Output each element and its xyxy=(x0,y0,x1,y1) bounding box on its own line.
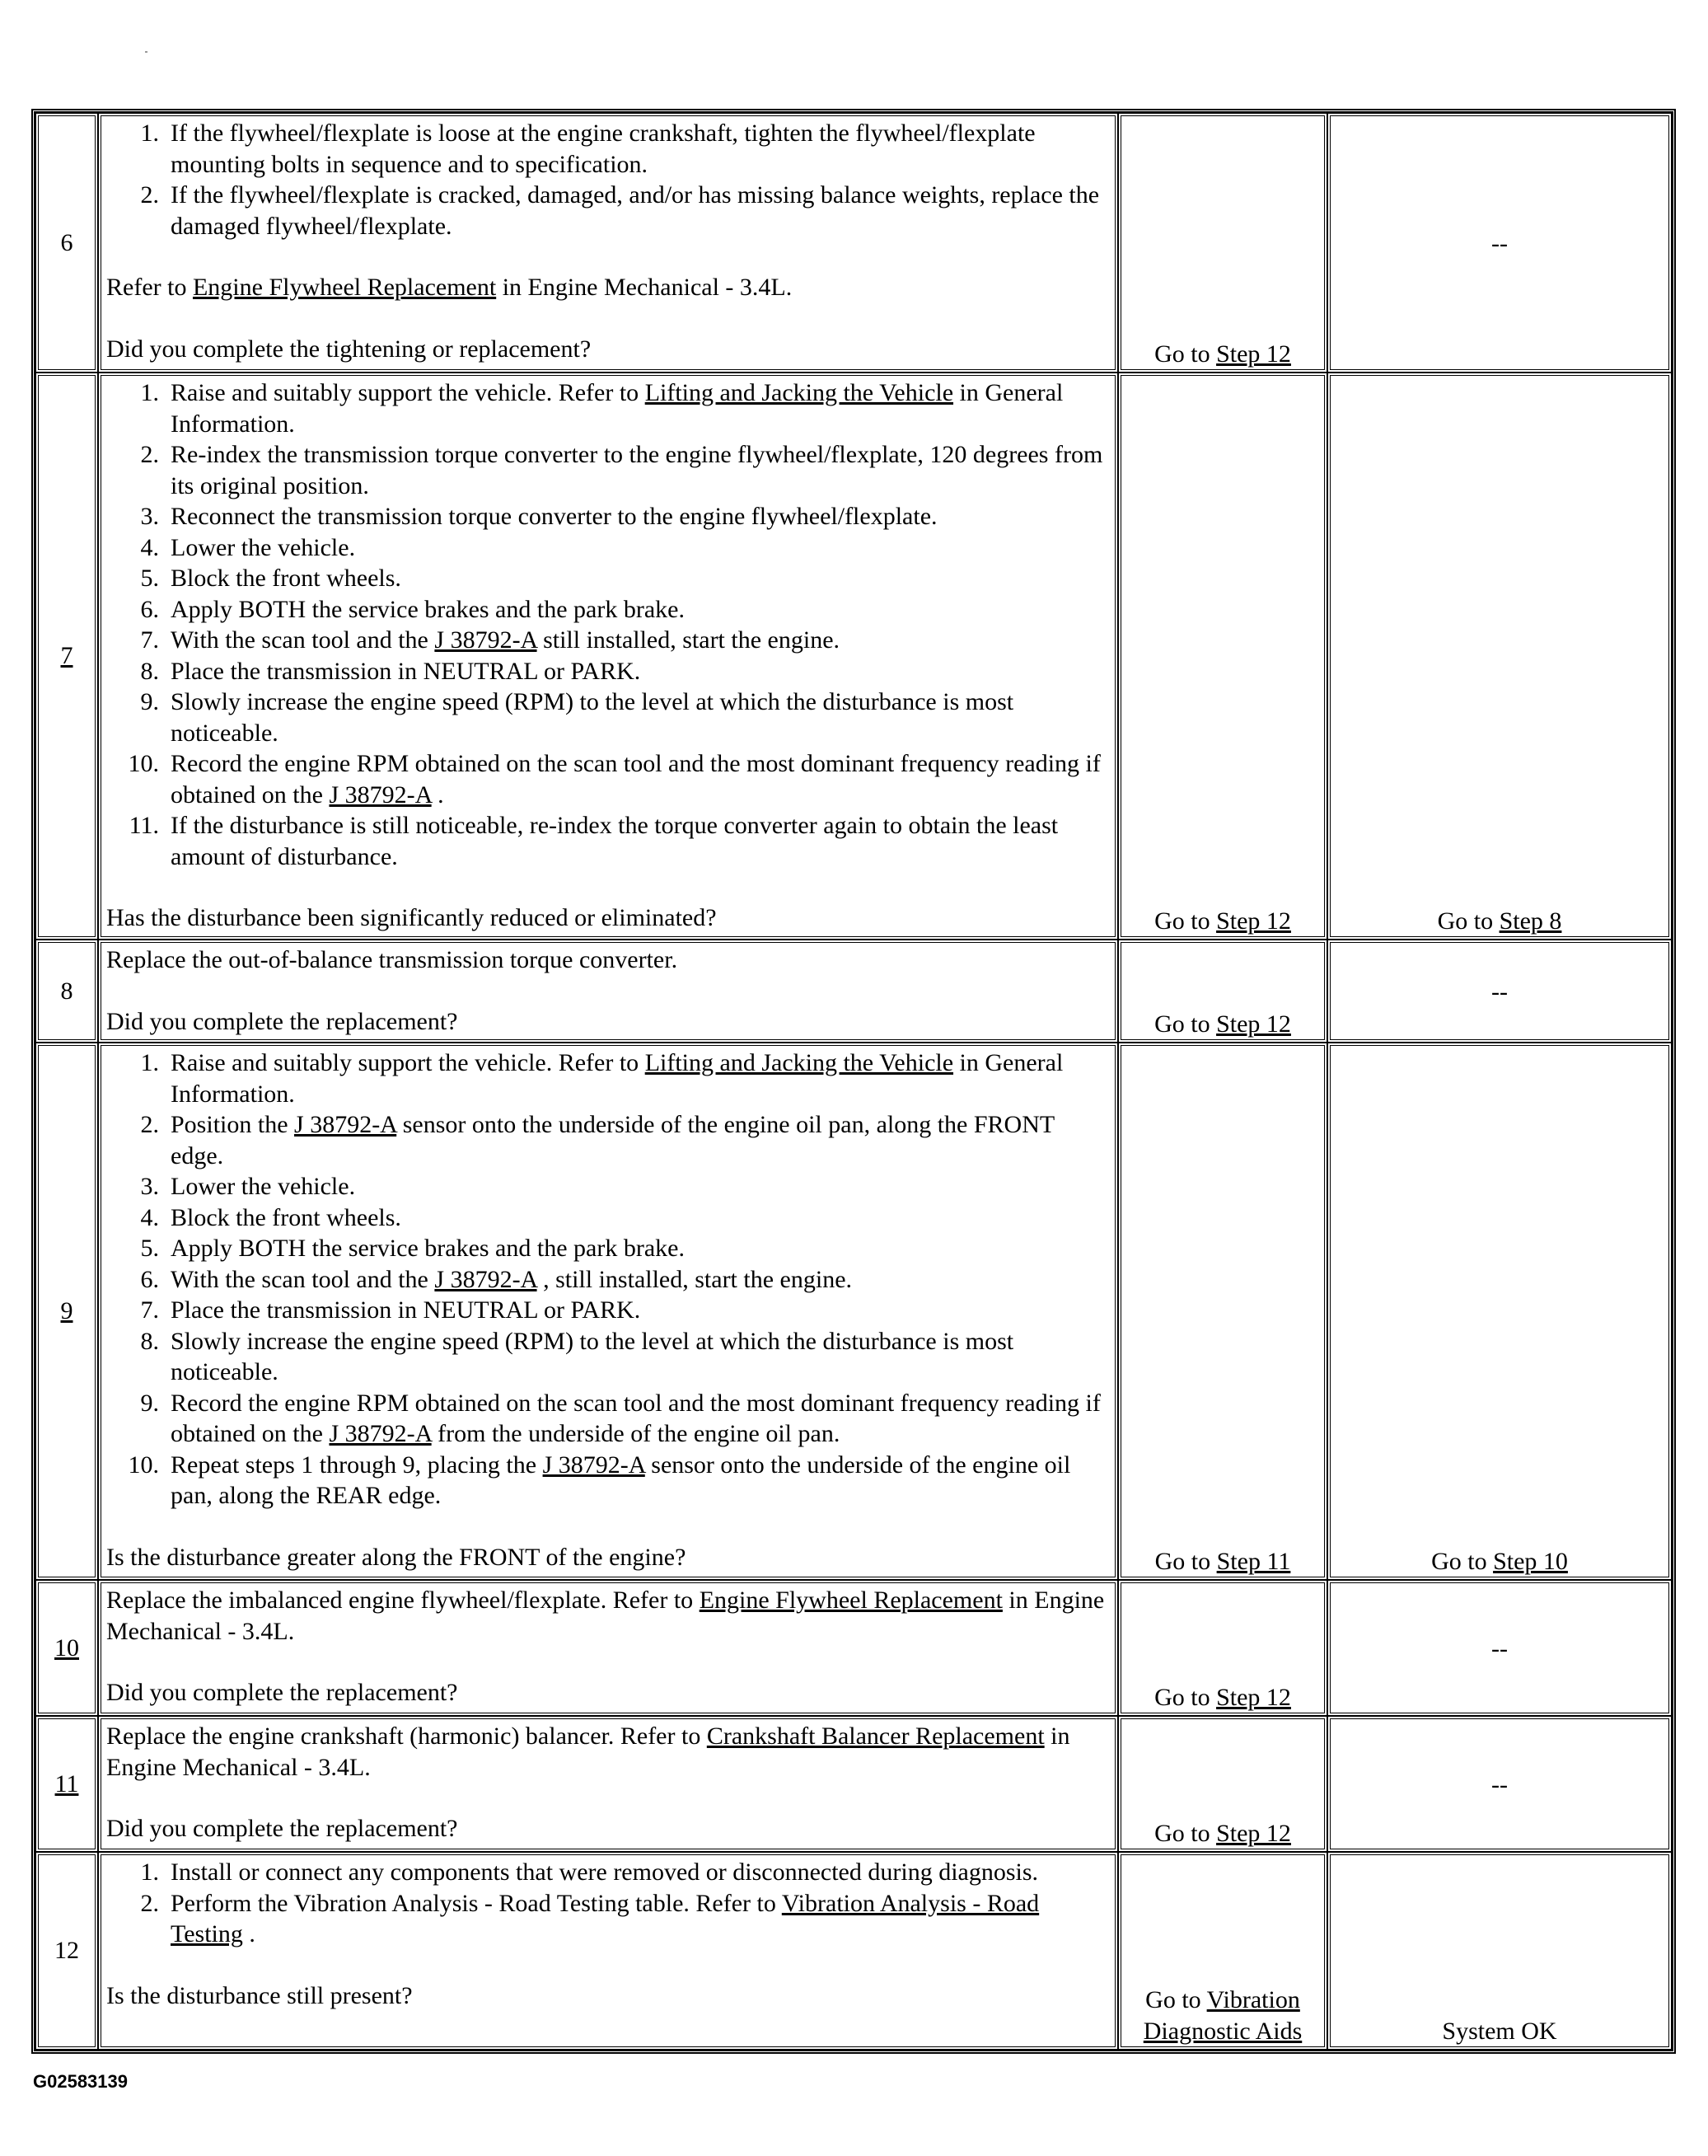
item-text: With the scan tool and the J 38792-A , still installed, start the engine. xyxy=(171,1265,853,1293)
table-row-step-11 xyxy=(35,1716,1672,1852)
question-text: Is the disturbance still present? xyxy=(106,1981,413,2009)
action-cell xyxy=(98,1043,1118,1580)
yes-cell xyxy=(1118,1852,1327,2050)
reference-line xyxy=(106,272,1110,303)
goto-step-link[interactable]: Step 12 xyxy=(1216,1010,1291,1038)
goto-step-link[interactable]: Step 12 xyxy=(1216,907,1291,935)
item-number: 1. xyxy=(140,1858,159,1886)
instruction-text: Replace the engine crankshaft (harmonic) balancer. Refer to Crankshaft Balancer Replacement in Engine Mechanical - 3.4L. xyxy=(106,1722,1070,1781)
item-number: 2. xyxy=(140,441,159,468)
item-text: Slowly increase the engine speed (RPM) to the level at which the disturbance is most noticeable. xyxy=(171,688,1014,747)
step-number xyxy=(35,1716,98,1852)
list-item xyxy=(106,1171,1110,1202)
item-number: 5. xyxy=(140,1235,159,1262)
instruction-text: Replace the imbalanced engine flywheel/flexplate. Refer to Engine Flywheel Replacement in Engine Mechanical - 3.4L. xyxy=(106,1587,1105,1645)
goto-step-link[interactable]: Step 10 xyxy=(1493,1547,1568,1575)
tool-j38792a-link[interactable]: J 38792-A xyxy=(434,626,537,654)
item-text: Re-index the transmission torque converter to the engine flywheel/flexplate, 120 degrees from its original position. xyxy=(171,441,1103,499)
tool-j38792a-link[interactable]: J 38792-A xyxy=(542,1451,645,1479)
item-text: Raise and suitably support the vehicle. Refer to Lifting and Jacking the Vehicle in General Information. xyxy=(171,1049,1064,1108)
diagnostic-table xyxy=(31,109,1676,2054)
no-action-text: -- xyxy=(1491,1634,1508,1662)
item-text: Block the front wheels. xyxy=(171,1203,401,1231)
step-number-text: 8 xyxy=(60,977,73,1005)
list-item xyxy=(106,594,1110,626)
goto-text: Go to xyxy=(1154,340,1217,368)
item-text: Record the engine RPM obtained on the scan tool and the most dominant frequency reading if obtained on the J 38792-A from the underside of the engine oil pan. xyxy=(171,1389,1101,1447)
vibration-analysis-road-testing-link[interactable]: Vibration Analysis - Road Testing xyxy=(171,1889,1040,1947)
yes-cell xyxy=(1118,1043,1327,1580)
step-number-text: 6 xyxy=(60,228,73,256)
steps-table xyxy=(35,113,1672,2050)
step-number-link[interactable]: 11 xyxy=(54,1769,79,1797)
item-number: 10. xyxy=(128,750,159,777)
step-number xyxy=(35,373,98,940)
item-number: 11. xyxy=(129,812,159,839)
list-item xyxy=(106,656,1110,687)
no-cell xyxy=(1327,1043,1672,1580)
list-item xyxy=(106,563,1110,594)
step-number-text: 12 xyxy=(54,1937,79,1965)
list-item xyxy=(106,625,1110,656)
instruction-list xyxy=(106,1857,1110,1950)
goto-step-link[interactable]: Step 12 xyxy=(1216,1683,1291,1711)
lifting-jacking-link[interactable]: Lifting and Jacking the Vehicle xyxy=(644,379,954,406)
instruction-list xyxy=(106,377,1110,872)
no-action-text: -- xyxy=(1491,229,1508,257)
list-item xyxy=(106,532,1110,564)
list-item xyxy=(106,377,1110,439)
item-text: Block the front wheels. xyxy=(171,565,401,592)
item-text: If the flywheel/flexplate is cracked, damaged, and/or has missing balance weights, replace the damaged flywheel/flexplate. xyxy=(171,181,1100,240)
step-number xyxy=(35,113,98,373)
instruction-text: Replace the out-of-balance transmission torque converter. xyxy=(106,946,678,973)
step-number-link[interactable]: 10 xyxy=(54,1633,79,1662)
item-number: 4. xyxy=(140,533,159,561)
tool-j38792a-link[interactable]: J 38792-A xyxy=(329,780,432,808)
no-cell xyxy=(1327,1852,1672,2050)
list-item xyxy=(106,1202,1110,1234)
question-text: Did you complete the replacement? xyxy=(106,1007,458,1035)
item-text: If the flywheel/flexplate is loose at the engine crankshaft, tighten the flywheel/flexplate mounting bolts in sequence and to specification. xyxy=(171,120,1036,178)
question-text: Did you complete the replacement? xyxy=(106,1815,458,1842)
tool-j38792a-link[interactable]: J 38792-A xyxy=(434,1265,537,1293)
table-row-step-6 xyxy=(35,113,1672,373)
item-number: 10. xyxy=(128,1451,159,1479)
goto-text: Go to xyxy=(1154,1547,1217,1575)
goto-text: Go to xyxy=(1154,1010,1217,1038)
reference-text: Refer to xyxy=(106,274,193,301)
item-number: 4. xyxy=(140,1203,159,1231)
goto-text: Go to xyxy=(1431,1547,1494,1575)
list-item xyxy=(106,810,1110,872)
item-text: Raise and suitably support the vehicle. Refer to Lifting and Jacking the Vehicle in General Information. xyxy=(171,379,1064,438)
list-item xyxy=(106,1888,1110,1950)
goto-text: Go to xyxy=(1154,907,1217,935)
question-text: Is the disturbance greater along the FRONT of the engine? xyxy=(106,1543,686,1571)
item-number: 7. xyxy=(140,626,159,654)
item-number: 9. xyxy=(140,1389,159,1417)
item-number: 3. xyxy=(140,503,159,530)
action-cell xyxy=(98,1716,1118,1852)
item-text: Apply BOTH the service brakes and the park brake. xyxy=(171,1235,685,1262)
goto-text: Go to xyxy=(1154,1683,1217,1711)
item-number: 6. xyxy=(140,595,159,623)
step-number xyxy=(35,940,98,1043)
item-number: 3. xyxy=(140,1173,159,1200)
question-text: Did you complete the tightening or replacement? xyxy=(106,335,592,363)
item-text: Lower the vehicle. xyxy=(171,533,356,561)
item-number: 2. xyxy=(140,1111,159,1138)
list-item xyxy=(106,1295,1110,1326)
yes-cell xyxy=(1118,1580,1327,1716)
list-item xyxy=(106,1450,1110,1512)
goto-text: Go to xyxy=(1437,907,1500,935)
action-cell xyxy=(98,940,1118,1043)
item-text: Place the transmission in NEUTRAL or PARK. xyxy=(171,1296,641,1324)
list-item xyxy=(106,1326,1110,1388)
item-number: 8. xyxy=(140,1327,159,1355)
list-item xyxy=(106,1233,1110,1264)
list-item xyxy=(106,1264,1110,1296)
yes-cell xyxy=(1118,373,1327,940)
vibration-diagnostic-aids-link[interactable]: Vibration Diagnostic Aids xyxy=(1143,1986,1303,2045)
item-text: Slowly increase the engine speed (RPM) to the level at which the disturbance is most noticeable. xyxy=(171,1327,1014,1385)
table-row-step-12 xyxy=(35,1852,1672,2050)
item-text: Place the transmission in NEUTRAL or PARK. xyxy=(171,657,641,685)
item-text: Position the J 38792-A sensor onto the underside of the engine oil pan, along the FRONT edge. xyxy=(171,1111,1055,1169)
table-row-step-7 xyxy=(35,373,1672,940)
goto-step-link[interactable]: Step 12 xyxy=(1216,340,1291,368)
item-text: Install or connect any components that were removed or disconnected during diagnosis. xyxy=(171,1858,1039,1886)
item-text: If the disturbance is still noticeable, re-index the torque converter again to obtain the least amount of disturbance. xyxy=(171,812,1059,870)
lifting-jacking-link[interactable]: Lifting and Jacking the Vehicle xyxy=(644,1049,954,1076)
goto-step-link[interactable]: Step 12 xyxy=(1216,1819,1291,1847)
goto-step-link[interactable]: Step 8 xyxy=(1499,907,1562,935)
item-number: 5. xyxy=(140,565,159,592)
item-text: Repeat steps 1 through 9, placing the J 38792-A sensor onto the underside of the engine oil pan, along the REAR edge. xyxy=(171,1451,1071,1509)
reference-text: in Engine Mechanical - 3.4L. xyxy=(496,274,793,301)
scan-mark xyxy=(145,51,147,53)
item-number: 1. xyxy=(140,379,159,406)
item-number: 9. xyxy=(140,688,159,715)
goto-step-link[interactable]: Step 11 xyxy=(1216,1547,1291,1575)
tool-j38792a-link[interactable]: J 38792-A xyxy=(294,1111,397,1138)
list-item xyxy=(106,1048,1110,1109)
item-text: Lower the vehicle. xyxy=(171,1173,356,1200)
item-number: 2. xyxy=(140,1889,159,1917)
goto-text: Go to xyxy=(1145,1986,1207,2013)
item-text: Apply BOTH the service brakes and the park brake. xyxy=(171,595,685,623)
instruction-list xyxy=(106,1048,1110,1512)
step-number-link[interactable]: 9 xyxy=(60,1297,73,1325)
table-row-step-8 xyxy=(35,940,1672,1043)
item-number: 1. xyxy=(140,1049,159,1076)
item-text: Perform the Vibration Analysis - Road Testing table. Refer to Vibration Analysis - Road Testing . xyxy=(171,1889,1040,1947)
item-number: 1. xyxy=(140,120,159,147)
figure-code: G02583139 xyxy=(33,2071,128,2092)
list-item xyxy=(106,748,1110,810)
item-text: Reconnect the transmission torque converter to the engine flywheel/flexplate. xyxy=(171,503,938,530)
tool-j38792a-link[interactable]: J 38792-A xyxy=(329,1420,432,1447)
list-item xyxy=(106,687,1110,748)
list-item xyxy=(106,118,1110,180)
action-cell xyxy=(98,113,1118,373)
no-cell xyxy=(1327,1716,1672,1852)
step-number xyxy=(35,1580,98,1716)
list-item xyxy=(106,1109,1110,1171)
system-ok-text: System OK xyxy=(1442,2017,1557,2045)
item-number: 6. xyxy=(140,1265,159,1293)
list-item xyxy=(106,439,1110,501)
instruction-list xyxy=(106,118,1110,241)
engine-flywheel-replacement-link[interactable]: Engine Flywheel Replacement xyxy=(699,1587,1003,1614)
table-row-step-10 xyxy=(35,1580,1672,1716)
item-number: 2. xyxy=(140,181,159,209)
item-text: Record the engine RPM obtained on the scan tool and the most dominant frequency reading if obtained on the J 38792-A . xyxy=(171,750,1101,808)
item-number: 7. xyxy=(140,1296,159,1324)
goto-text: Go to xyxy=(1154,1819,1217,1847)
list-item xyxy=(106,501,1110,532)
item-number: 8. xyxy=(140,657,159,685)
crankshaft-balancer-replacement-link[interactable]: Crankshaft Balancer Replacement xyxy=(706,1722,1045,1750)
no-action-text: -- xyxy=(1491,977,1508,1005)
no-action-text: -- xyxy=(1491,1770,1508,1798)
no-cell xyxy=(1327,113,1672,373)
question-text: Did you complete the replacement? xyxy=(106,1679,458,1706)
step-number-link[interactable]: 7 xyxy=(60,642,73,670)
action-cell xyxy=(98,1852,1118,2050)
list-item xyxy=(106,1857,1110,1888)
yes-cell xyxy=(1118,1716,1327,1852)
no-cell xyxy=(1327,940,1672,1043)
step-number xyxy=(35,1852,98,2050)
yes-cell xyxy=(1118,113,1327,373)
list-item xyxy=(106,180,1110,241)
no-cell xyxy=(1327,1580,1672,1716)
action-cell xyxy=(98,373,1118,940)
list-item xyxy=(106,1388,1110,1450)
action-cell xyxy=(98,1580,1118,1716)
no-cell xyxy=(1327,373,1672,940)
yes-cell xyxy=(1118,940,1327,1043)
question-text: Has the disturbance been significantly reduced or eliminated? xyxy=(106,904,717,931)
item-text: With the scan tool and the J 38792-A still installed, start the engine. xyxy=(171,626,840,654)
engine-flywheel-replacement-link[interactable]: Engine Flywheel Replacement xyxy=(192,274,497,301)
table-row-step-9 xyxy=(35,1043,1672,1580)
step-number xyxy=(35,1043,98,1580)
